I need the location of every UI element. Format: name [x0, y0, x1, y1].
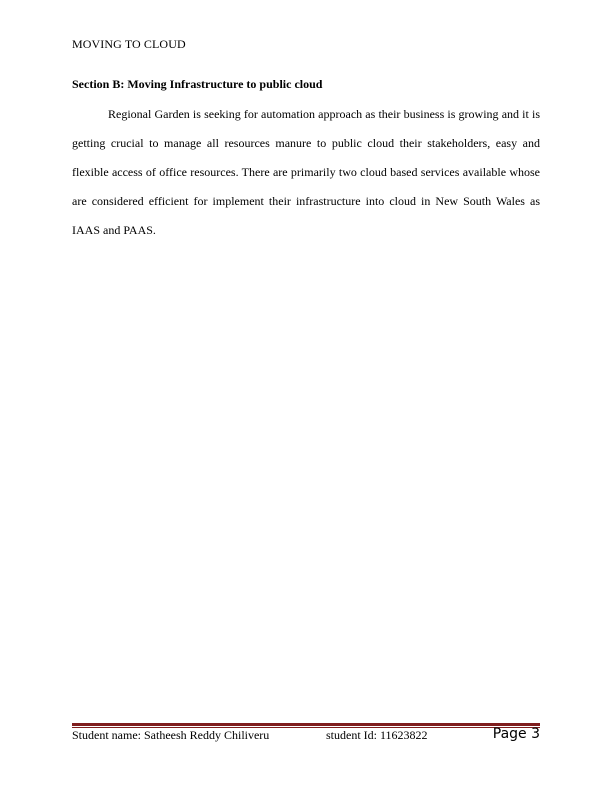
section-heading: Section B: Moving Infrastructure to public cloud	[72, 77, 323, 91]
footer-student-name: Student name: Satheesh Reddy Chiliveru	[72, 728, 270, 742]
running-head: MOVING TO CLOUD	[72, 37, 186, 51]
footer-page-number: Page 3	[492, 726, 540, 742]
body-paragraph: Regional Garden is seeking for automation approach as their business is growing and it is getting crucial to manage all resources manure to public cloud their stakeholders, easy and flexible access of office resources. There are primarily two cloud based services available whose are considered efficient for implement their infrastructure into cloud in New South Wales as IAAS and PAAS.	[72, 107, 540, 237]
footer-student-id: student Id: 11623822	[326, 728, 428, 742]
footer-rule	[72, 723, 540, 726]
